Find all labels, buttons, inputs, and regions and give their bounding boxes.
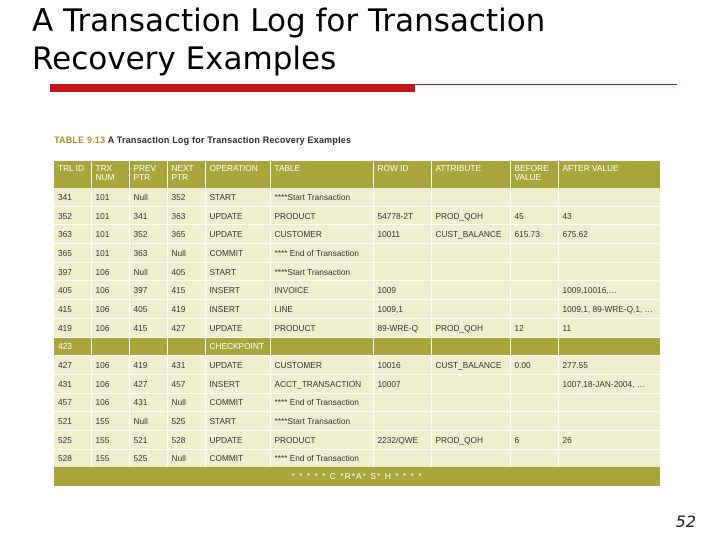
table-cell: UPDATE bbox=[205, 206, 270, 225]
table-cell bbox=[510, 281, 558, 300]
column-header-trl-id: TRL ID bbox=[54, 161, 91, 188]
table-cell: INSERT bbox=[205, 300, 270, 319]
table-row bbox=[54, 244, 660, 263]
table-cell bbox=[431, 300, 510, 319]
column-header-table: TABLE bbox=[270, 161, 373, 188]
table-cell bbox=[431, 449, 510, 468]
table-cell bbox=[558, 449, 660, 468]
table-cell bbox=[167, 337, 205, 356]
table-cell bbox=[373, 412, 431, 431]
table-cell bbox=[558, 262, 660, 281]
table-cell bbox=[510, 244, 558, 263]
table-cell: 277.55 bbox=[558, 356, 660, 375]
table-cell: INSERT bbox=[205, 281, 270, 300]
table-cell: ACCT_TRANSACTION bbox=[270, 374, 373, 393]
table-cell: 101 bbox=[91, 206, 129, 225]
table-cell: UPDATE bbox=[205, 225, 270, 244]
table-row bbox=[54, 430, 660, 449]
column-header-prev-ptr: PREV PTR bbox=[129, 161, 167, 188]
table-cell: INSERT bbox=[205, 374, 270, 393]
table-cell: 521 bbox=[129, 430, 167, 449]
table-cell: Null bbox=[129, 262, 167, 281]
table-cell: 106 bbox=[91, 374, 129, 393]
table-cell bbox=[373, 449, 431, 468]
table-cell: 525 bbox=[167, 412, 205, 431]
table-cell: PROD_QOH bbox=[431, 430, 510, 449]
table-cell: UPDATE bbox=[205, 318, 270, 337]
table-cell bbox=[431, 244, 510, 263]
table-cell: 397 bbox=[54, 262, 91, 281]
table-row bbox=[54, 206, 660, 225]
table-cell: **** End of Transaction bbox=[270, 449, 373, 468]
table-cell bbox=[510, 300, 558, 319]
table-cell: 363 bbox=[54, 225, 91, 244]
checkpoint-row bbox=[54, 337, 660, 356]
table-row bbox=[54, 412, 660, 431]
table-cell: 352 bbox=[167, 188, 205, 206]
table-cell: 106 bbox=[91, 356, 129, 375]
table-caption bbox=[54, 135, 351, 151]
table-cell: ****Start Transaction bbox=[270, 262, 373, 281]
table-cell bbox=[558, 337, 660, 356]
table-cell: 405 bbox=[129, 300, 167, 319]
table-cell: UPDATE bbox=[205, 430, 270, 449]
table-cell: 415 bbox=[54, 300, 91, 319]
table-cell: 528 bbox=[167, 430, 205, 449]
table-cell: 106 bbox=[91, 300, 129, 319]
table-cell: INVOICE bbox=[270, 281, 373, 300]
table-cell: 26 bbox=[558, 430, 660, 449]
table-cell bbox=[91, 337, 129, 356]
table-cell bbox=[431, 262, 510, 281]
table-row bbox=[54, 356, 660, 375]
table-cell: 405 bbox=[167, 262, 205, 281]
column-header-operation: OPERATION bbox=[205, 161, 270, 188]
table-figure bbox=[54, 133, 660, 486]
table-cell bbox=[510, 412, 558, 431]
table-row bbox=[54, 188, 660, 206]
table-cell: 106 bbox=[91, 318, 129, 337]
table-cell: START bbox=[205, 188, 270, 206]
table-cell: 352 bbox=[54, 206, 91, 225]
table-cell: PRODUCT bbox=[270, 318, 373, 337]
transaction-log-table bbox=[54, 161, 661, 468]
table-cell: 405 bbox=[54, 281, 91, 300]
table-cell: 419 bbox=[129, 356, 167, 375]
column-header-trx-num: TRX NUM bbox=[91, 161, 129, 188]
table-cell: START bbox=[205, 262, 270, 281]
table-cell bbox=[373, 188, 431, 206]
table-cell: START bbox=[205, 412, 270, 431]
table-cell: CUST_BALANCE bbox=[431, 356, 510, 375]
column-header-next-ptr: NEXT PTR bbox=[167, 161, 205, 188]
table-cell: 363 bbox=[129, 244, 167, 263]
table-cell: 365 bbox=[54, 244, 91, 263]
table-cell bbox=[510, 449, 558, 468]
table-cell: 11 bbox=[558, 318, 660, 337]
table-cell: 427 bbox=[54, 356, 91, 375]
table-cell: 397 bbox=[129, 281, 167, 300]
table-cell: 10011 bbox=[373, 225, 431, 244]
table-cell: Null bbox=[167, 393, 205, 412]
table-cell: 155 bbox=[91, 449, 129, 468]
table-cell: Null bbox=[167, 449, 205, 468]
table-row bbox=[54, 393, 660, 412]
page-number: 52 bbox=[675, 512, 696, 531]
table-cell: 415 bbox=[129, 318, 167, 337]
table-cell: 10016 bbox=[373, 356, 431, 375]
table-row bbox=[54, 262, 660, 281]
table-cell: CHECKPOINT bbox=[205, 337, 270, 356]
table-cell: 431 bbox=[129, 393, 167, 412]
column-header-row-id: ROW ID bbox=[373, 161, 431, 188]
table-cell: 423 bbox=[54, 337, 91, 356]
table-cell bbox=[431, 281, 510, 300]
table-row bbox=[54, 300, 660, 319]
table-cell: LINE bbox=[270, 300, 373, 319]
table-cell: **** End of Transaction bbox=[270, 244, 373, 263]
table-row bbox=[54, 318, 660, 337]
table-cell bbox=[431, 374, 510, 393]
column-header-after-value: AFTER VALUE bbox=[558, 161, 660, 188]
table-body bbox=[54, 188, 660, 468]
table-cell: UPDATE bbox=[205, 356, 270, 375]
table-cell: 155 bbox=[91, 412, 129, 431]
column-header-before-value: BEFORE VALUE bbox=[510, 161, 558, 188]
table-row bbox=[54, 281, 660, 300]
table-cell: 427 bbox=[129, 374, 167, 393]
table-cell: 101 bbox=[91, 244, 129, 263]
table-cell bbox=[510, 374, 558, 393]
table-cell: 12 bbox=[510, 318, 558, 337]
table-cell: 106 bbox=[91, 281, 129, 300]
table-caption-number: TABLE 9.13 bbox=[54, 135, 106, 145]
table-cell: 419 bbox=[54, 318, 91, 337]
table-cell: ****Start Transaction bbox=[270, 412, 373, 431]
title-underline-rule bbox=[415, 84, 677, 85]
table-cell: 1009,1, 89-WRE-Q,1, … bbox=[558, 300, 660, 319]
table-cell: 457 bbox=[167, 374, 205, 393]
table-cell: 365 bbox=[167, 225, 205, 244]
table-cell: CUSTOMER bbox=[270, 356, 373, 375]
table-cell bbox=[558, 188, 660, 206]
table-cell: 101 bbox=[91, 225, 129, 244]
table-cell: 155 bbox=[91, 430, 129, 449]
table-cell bbox=[373, 393, 431, 412]
table-cell: 431 bbox=[54, 374, 91, 393]
table-cell: 427 bbox=[167, 318, 205, 337]
table-cell bbox=[510, 337, 558, 356]
table-header-row bbox=[54, 161, 660, 188]
table-cell: COMMIT bbox=[205, 393, 270, 412]
table-row bbox=[54, 374, 660, 393]
table-cell: PROD_QOH bbox=[431, 206, 510, 225]
table-row bbox=[54, 449, 660, 468]
table-cell: 419 bbox=[167, 300, 205, 319]
table-cell: 1009,1 bbox=[373, 300, 431, 319]
table-cell: 2232/QWE bbox=[373, 430, 431, 449]
table-cell: 45 bbox=[510, 206, 558, 225]
table-cell: 1007,18-JAN-2004, … bbox=[558, 374, 660, 393]
table-cell: PRODUCT bbox=[270, 206, 373, 225]
table-cell: 352 bbox=[129, 225, 167, 244]
table-cell: COMMIT bbox=[205, 244, 270, 263]
table-cell: 675.62 bbox=[558, 225, 660, 244]
table-cell bbox=[373, 244, 431, 263]
table-cell bbox=[558, 244, 660, 263]
table-cell: 43 bbox=[558, 206, 660, 225]
table-cell bbox=[558, 393, 660, 412]
table-cell: 525 bbox=[129, 449, 167, 468]
table-cell: Null bbox=[167, 244, 205, 263]
table-row bbox=[54, 225, 660, 244]
table-cell bbox=[270, 337, 373, 356]
table-cell: 341 bbox=[54, 188, 91, 206]
table-cell: 106 bbox=[91, 262, 129, 281]
crash-marker: * * * * * C *R*A* S* H * * * * bbox=[54, 467, 660, 486]
table-cell bbox=[510, 188, 558, 206]
title-underline-accent bbox=[50, 84, 415, 92]
table-cell: 615.73 bbox=[510, 225, 558, 244]
table-cell: 341 bbox=[129, 206, 167, 225]
table-cell: 54778-2T bbox=[373, 206, 431, 225]
table-cell: 521 bbox=[54, 412, 91, 431]
table-cell bbox=[510, 393, 558, 412]
table-cell: Null bbox=[129, 412, 167, 431]
table-cell: 457 bbox=[54, 393, 91, 412]
table-cell: 6 bbox=[510, 430, 558, 449]
table-cell: 415 bbox=[167, 281, 205, 300]
table-cell: 1009 bbox=[373, 281, 431, 300]
table-cell: PROD_QOH bbox=[431, 318, 510, 337]
table-cell: 0.00 bbox=[510, 356, 558, 375]
table-cell: Null bbox=[129, 188, 167, 206]
table-cell bbox=[373, 262, 431, 281]
table-cell: CUST_BALANCE bbox=[431, 225, 510, 244]
table-cell: 431 bbox=[167, 356, 205, 375]
table-cell: 363 bbox=[167, 206, 205, 225]
table-cell bbox=[510, 262, 558, 281]
table-cell bbox=[431, 393, 510, 412]
table-caption-text: A Transaction Log for Transaction Recovery Examples bbox=[107, 135, 352, 145]
table-cell: 1009,10016,… bbox=[558, 281, 660, 300]
table-cell: 89-WRE-Q bbox=[373, 318, 431, 337]
table-cell: 101 bbox=[91, 188, 129, 206]
table-cell bbox=[431, 412, 510, 431]
column-header-attribute: ATTRIBUTE bbox=[431, 161, 510, 188]
table-cell bbox=[373, 337, 431, 356]
table-cell bbox=[431, 188, 510, 206]
table-cell: 528 bbox=[54, 449, 91, 468]
table-cell: CUSTOMER bbox=[270, 225, 373, 244]
table-cell bbox=[129, 337, 167, 356]
table-cell bbox=[431, 337, 510, 356]
table-cell: ****Start Transaction bbox=[270, 188, 373, 206]
table-cell: PRODUCT bbox=[270, 430, 373, 449]
table-cell: 10007 bbox=[373, 374, 431, 393]
table-cell: **** End of Transaction bbox=[270, 393, 373, 412]
table-cell: COMMIT bbox=[205, 449, 270, 468]
table-cell: 525 bbox=[54, 430, 91, 449]
slide-title: A Transaction Log for Transaction Recovery Examples bbox=[32, 3, 546, 77]
table-cell: 106 bbox=[91, 393, 129, 412]
table-cell bbox=[558, 412, 660, 431]
